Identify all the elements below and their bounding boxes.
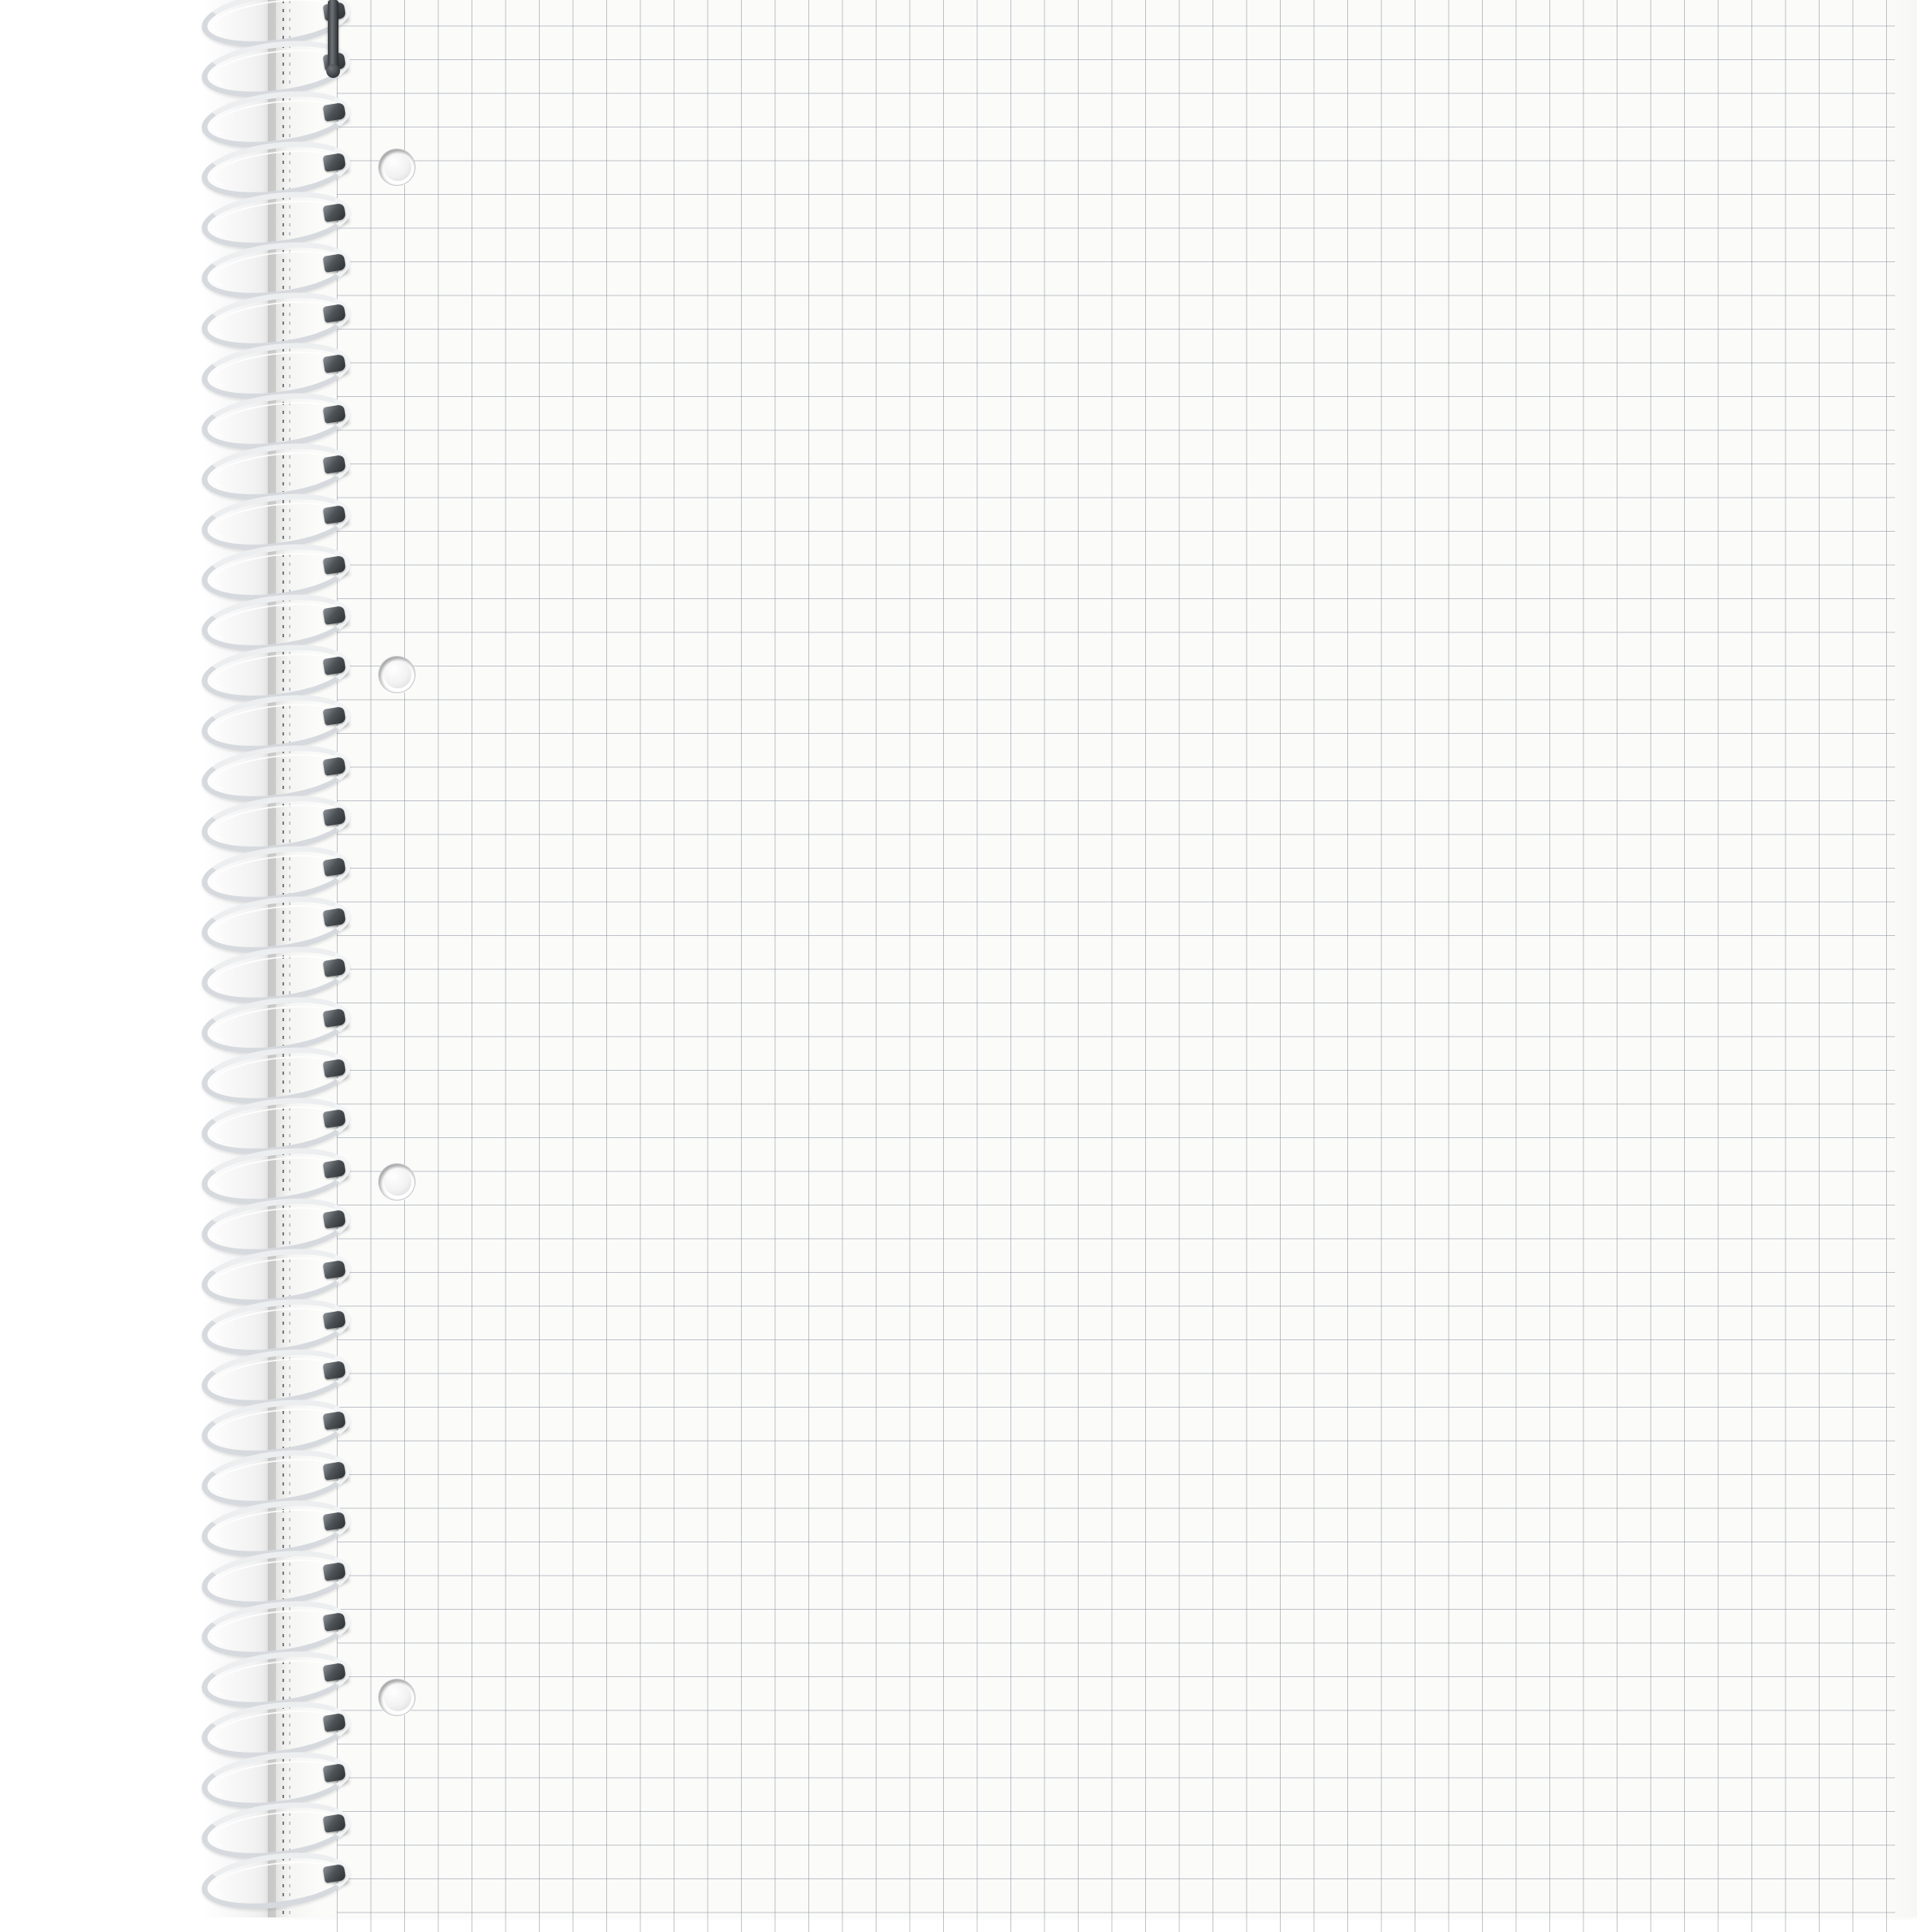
binding-shadow bbox=[203, 0, 276, 1917]
punch-hole-4 bbox=[378, 1679, 416, 1716]
punch-hole-2 bbox=[378, 656, 416, 693]
punch-hole-1 bbox=[378, 149, 416, 186]
grid-lines bbox=[337, 0, 1895, 1932]
perforation-line-secondary bbox=[289, 0, 291, 1917]
perforation-line bbox=[282, 0, 284, 1917]
wire-end-icon bbox=[328, 0, 338, 70]
page-description bbox=[0, 0, 1, 1]
punch-hole-3 bbox=[378, 1163, 416, 1201]
graph-paper-sheet bbox=[268, 0, 1917, 1917]
